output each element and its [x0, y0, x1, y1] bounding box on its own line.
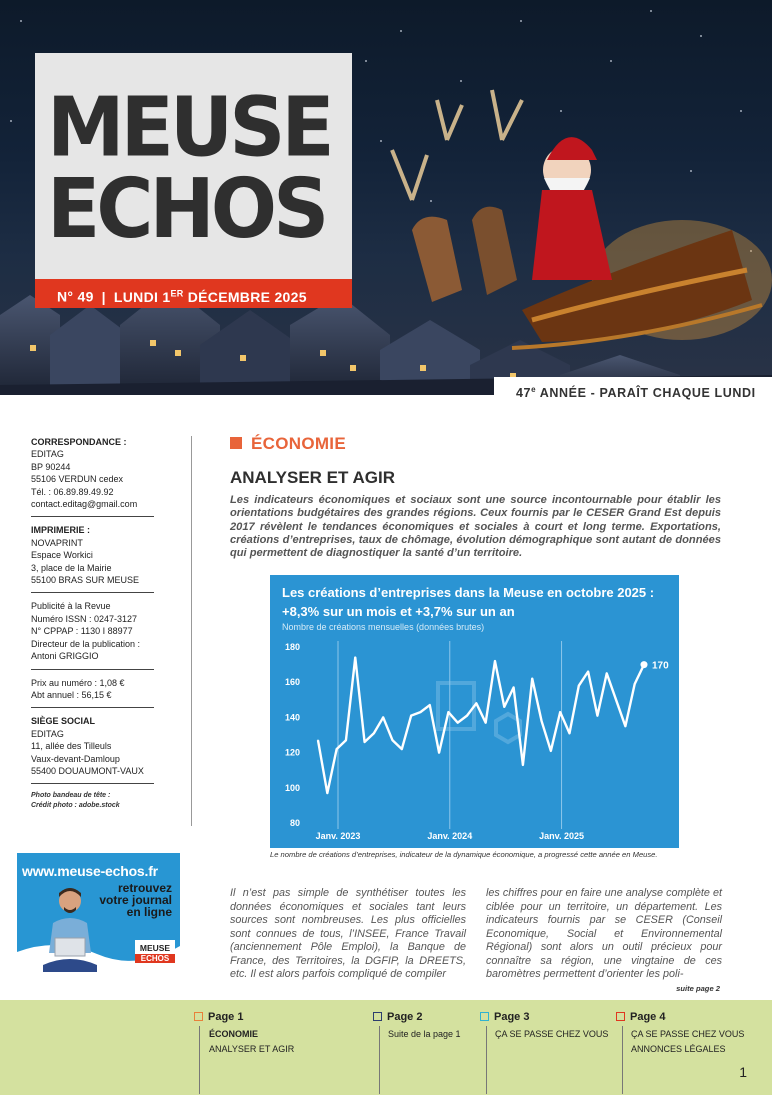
- chart-data-point: [438, 752, 440, 754]
- imprimerie-line: Espace Workici: [31, 550, 93, 561]
- imprimerie-line: 55100 BRAS SUR MEUSE: [31, 575, 140, 586]
- website-url[interactable]: www.meuse-echos.fr: [22, 863, 158, 879]
- publication-line: Antoni GRIGGIO: [31, 651, 99, 662]
- chart-last-value-label: 170: [652, 660, 669, 672]
- section-square-icon: [230, 437, 242, 449]
- chart-data-point: [625, 725, 627, 727]
- page-number: 1: [739, 1064, 747, 1080]
- chart-caption: Le nombre de créations d’entreprises, indicateur de la dynamique économique, a progressé cette année en Meuse.: [270, 850, 658, 859]
- chart-data-point: [336, 748, 338, 750]
- chart-data-point: [317, 739, 319, 741]
- person-with-laptop-icon: [35, 883, 105, 972]
- publication-line: Numéro ISSN : 0247-3127: [31, 613, 138, 624]
- siege-block: [31, 715, 154, 784]
- footer-page-line: Suite de la page 1: [388, 1029, 461, 1039]
- chart-data-point: [494, 660, 496, 662]
- chart-data-point: [522, 764, 524, 766]
- price-line: Abt annuel : 56,15 €: [31, 689, 112, 700]
- chart-y-tick-label: 100: [284, 782, 300, 793]
- chart-subtitle: +8,3% sur un mois et +3,7% sur un an: [282, 604, 515, 619]
- footer-item-page-1[interactable]: [194, 1011, 294, 1057]
- chart-data-point: [513, 687, 515, 689]
- promo-line-3: en ligne: [126, 905, 172, 919]
- chart-data-point: [420, 711, 422, 713]
- footer-page-line: ÇA SE PASSE CHEZ VOUS: [631, 1029, 745, 1039]
- footer-item-page-4[interactable]: [616, 1011, 744, 1057]
- promo-line-1: retrouvez: [117, 881, 172, 895]
- tagline: [494, 377, 772, 405]
- issue-number: N° 49: [57, 288, 94, 305]
- chart-data-point: [597, 715, 599, 717]
- chart-data-point: [550, 750, 552, 752]
- chart-data-point: [634, 683, 636, 685]
- newspaper-title: [47, 80, 331, 258]
- siege-line: Vaux-devant-Damloup: [31, 753, 120, 764]
- mini-logo: [135, 940, 175, 966]
- chart-series-line: [318, 658, 644, 794]
- photo-credit-line: Crédit photo : adobe.stock: [31, 801, 120, 809]
- issue-date-prefix: LUNDI 1: [113, 288, 171, 305]
- price-block: [31, 677, 154, 709]
- issue-date-sup: ER: [170, 288, 184, 298]
- chart-data-point: [345, 739, 347, 741]
- chart-data-point: [587, 671, 589, 673]
- chart-y-label: Nombre de créations mensuelles (données brutes): [282, 622, 485, 632]
- chart-data-point: [354, 657, 356, 659]
- page-2-square-icon: [373, 1012, 382, 1021]
- page-3-square-icon: [480, 1012, 489, 1021]
- chart-data-point: [392, 739, 394, 741]
- tagline-sup: e: [531, 385, 537, 394]
- tagline-text: ANNÉE - PARAÎT CHAQUE LUNDI: [536, 386, 756, 401]
- article-lead: Les indicateurs économiques et sociaux sont une source incontournable pour établir les orientations budgétaires des grandes régions. Ceux fournis par le CESER Grand Est depuis 2017 révèlent le tendances économiques et sociales à court et long terme. Exportations, créations d’entreprises, taux de chômage, évolution démographique sont autant de données qui permettent de diagnostiquer la santé d’un territoire.: [230, 494, 721, 560]
- footer-page-label: Page 1: [208, 1011, 244, 1023]
- chart-data-point: [559, 711, 561, 713]
- correspondance-line: 55106 VERDUN cedex: [31, 474, 124, 485]
- chart-data-point: [364, 741, 366, 743]
- title-line-1: MEUSE: [47, 80, 331, 176]
- chart-x-tick-label: Janv. 2024: [427, 831, 473, 841]
- footer-page-line: ANALYSER ET AGIR: [209, 1044, 295, 1054]
- publication-block: [31, 600, 154, 669]
- correspondance-line: BP 90244: [31, 461, 71, 472]
- correspondance-line: EDITAG: [31, 449, 64, 460]
- column-divider: [191, 436, 192, 826]
- imprimerie-block: [31, 524, 154, 593]
- imprimerie-line: 3, place de la Mairie: [31, 562, 112, 573]
- chart-data-point: [327, 792, 329, 794]
- chart-data-point: [531, 678, 533, 680]
- promo-line-2: votre journal: [99, 893, 172, 907]
- correspondance-heading: CORRESPONDANCE :: [31, 437, 127, 447]
- chart-data-point: [541, 720, 543, 722]
- footer-page-label: Page 3: [494, 1011, 530, 1023]
- santa-sleigh-illustration: [352, 80, 772, 370]
- chart-data-point: [615, 699, 617, 701]
- chart-data-point: [476, 703, 478, 705]
- chart-y-tick-label: 140: [284, 712, 300, 723]
- section-label: [230, 434, 346, 454]
- page-1-square-icon: [194, 1012, 203, 1021]
- siege-line: 55400 DOUAUMONT-VAUX: [31, 765, 144, 776]
- section-label-text: ÉCONOMIE: [251, 434, 346, 453]
- chart-y-tick-label: 180: [284, 642, 300, 652]
- siege-line: EDITAG: [31, 728, 64, 739]
- chart-title: Les créations d’entreprises dans la Meuse en octobre 2025 :: [282, 585, 655, 600]
- chart-data-point: [373, 732, 375, 734]
- publisher-info-sidebar: [31, 436, 154, 810]
- continued-link[interactable]: suite page 2: [676, 984, 720, 993]
- footer-page-line: ÇA SE PASSE CHEZ VOUS: [495, 1029, 609, 1039]
- chart-data-point: [382, 717, 384, 719]
- chart-y-tick-label: 160: [284, 677, 300, 688]
- footer-item-page-2[interactable]: [373, 1011, 461, 1042]
- tagline-num: 47: [516, 386, 532, 401]
- website-promo[interactable]: [17, 853, 180, 972]
- publication-line: Directeur de la publication :: [31, 638, 141, 649]
- issue-date-rest: DÉCEMBRE 2025: [183, 288, 307, 305]
- mini-logo-line-2: ECHOS: [135, 954, 175, 963]
- chart-data-point: [448, 711, 450, 713]
- article-body-col-2: les chiffres pour en faire une analyse complète et ciblée pour un territoire, un département. Les indicateurs fournis par se CESER (Conseil Economique, Social et Environnemental Régional) sont alors un outil précieux pour connaître sa région, une vingtaine de ces baromètres permettent d’orienter les poli-: [486, 887, 722, 980]
- chart-data-point: [569, 732, 571, 734]
- article-body-col-1: Il n’est pas simple de synthétiser toutes les données économiques et sociales tant leurs sources sont nombreuses. Les plus officielles sont connues de tous, l’INSEE, France Travail (anciennement Pôle Emploi), la Banque de France, des Territoires, la DGFIP, la DREETS, etc. Il est alors parfois compliqué de compiler: [230, 887, 466, 980]
- correspondance-phone: Tél. : 06.89.89.49.92: [31, 486, 114, 497]
- footer-page-line: ÉCONOMIE: [209, 1029, 259, 1039]
- chart-data-point: [410, 715, 412, 717]
- chart-x-tick-label: Janv. 2025: [539, 831, 584, 841]
- title-line-2: ECHOS: [47, 162, 326, 258]
- imprimerie-line: NOVAPRINT: [31, 537, 83, 548]
- imprimerie-heading: IMPRIMERIE :: [31, 525, 91, 536]
- chart-data-point: [485, 722, 487, 724]
- chart-data-point: [641, 661, 648, 668]
- footer-page-label: Page 2: [387, 1011, 423, 1023]
- chart-data-point: [457, 722, 459, 724]
- footer-page-label: Page 4: [630, 1011, 666, 1023]
- masthead-box: [35, 53, 352, 279]
- chart-y-tick-label: 120: [284, 747, 300, 758]
- issue-bar: N° 49 | LUNDI 1ER DÉCEMBRE 2025: [35, 279, 352, 308]
- publication-line: Publicité à la Revue: [31, 601, 111, 612]
- chart-y-tick-label: 80: [289, 818, 300, 828]
- correspondance-email[interactable]: contact.editag@gmail.com: [31, 499, 138, 510]
- siege-line: 11, allée des Tilleuls: [31, 741, 112, 752]
- photo-credit-line: Photo bandeau de tête :: [31, 792, 111, 800]
- chart-data-point: [429, 704, 431, 706]
- correspondance-block: [31, 436, 154, 517]
- article-headline: ANALYSER ET AGIR: [230, 468, 395, 487]
- page-4-square-icon: [616, 1012, 625, 1021]
- photo-credit: [31, 791, 154, 810]
- chart-plot: [270, 575, 679, 848]
- mini-logo-line-1: MEUSE: [139, 943, 171, 953]
- chart-x-tick-label: Janv. 2023: [315, 831, 361, 841]
- price-line: Prix au numéro : 1,08 €: [31, 677, 125, 688]
- chart-data-point: [578, 685, 580, 687]
- issue-date: [114, 289, 307, 305]
- chart-data-point: [466, 715, 468, 717]
- chart-data-point: [401, 748, 403, 750]
- footer-item-page-3[interactable]: [480, 1011, 608, 1042]
- siege-heading: SIÈGE SOCIAL: [31, 716, 96, 727]
- chart-data-point: [503, 706, 505, 708]
- footer-page-line: ANNONCES LÉGALES: [631, 1044, 726, 1054]
- publication-line: N° CPPAP : 1130 I 88977: [31, 626, 133, 637]
- business-creation-chart: [270, 575, 679, 848]
- chart-data-point: [606, 673, 608, 675]
